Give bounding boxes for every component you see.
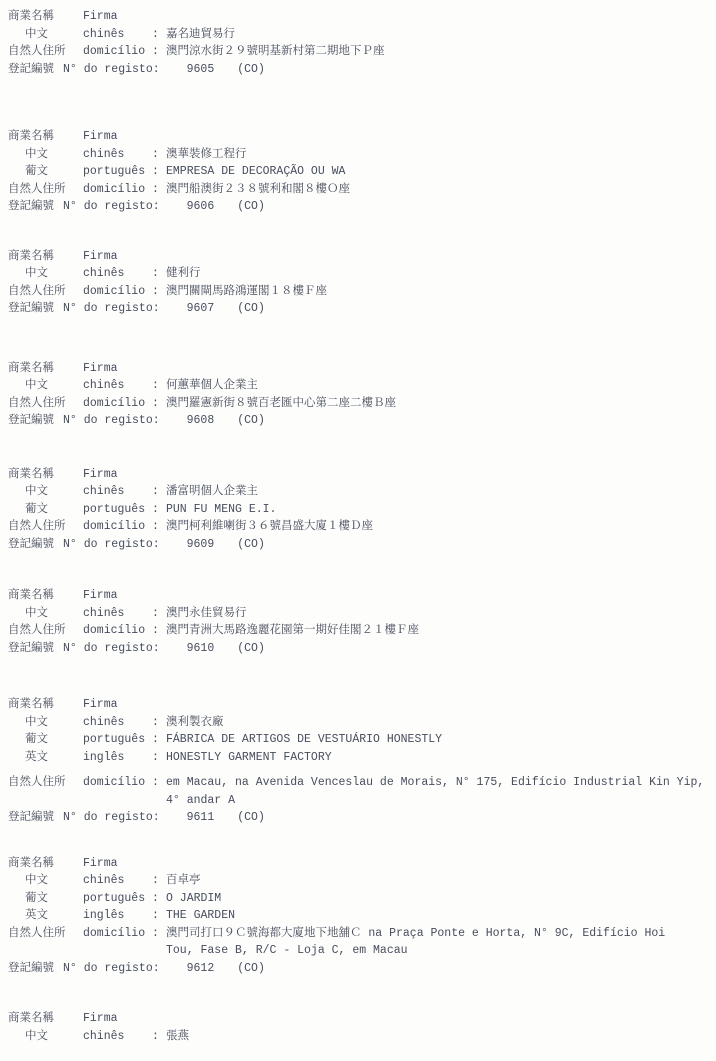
domicile-value: 澳門船澳街２３８號利和閣８樓Ｏ座: [166, 182, 350, 196]
english-label-zh: 英文: [25, 909, 48, 922]
registry-label-zh: 登記編號: [8, 62, 54, 76]
registry-type: (CO): [237, 414, 265, 427]
portuguese-label-zh: 葡文: [25, 502, 48, 516]
chinese-name-value: 嘉名迪貿易行: [166, 27, 235, 41]
english-name-value: THE GARDEN: [166, 909, 236, 922]
chinese-label-pt: chinês: [83, 267, 125, 280]
registry-label-pt: N° do registo:: [63, 62, 160, 76]
colon: :: [152, 165, 159, 178]
registry-entry: [8, 248, 712, 318]
chinese-name-value: 澳利製衣廠: [166, 715, 224, 729]
domicile-label-pt: domicílio: [83, 45, 146, 58]
firm-header-row: [8, 128, 712, 146]
chinese-name-value: 何蕙華個人企業主: [166, 379, 258, 392]
domicile-label-pt: domicílio: [83, 926, 146, 940]
registry-row: [8, 640, 712, 658]
domicile-continuation-row: [8, 942, 712, 960]
registry-entry: [8, 360, 712, 430]
registry-number: 9610: [186, 641, 215, 655]
domicile-label-zh: 自然人住所: [8, 520, 66, 533]
chinese-label-zh: 中文: [25, 147, 48, 161]
portuguese-label-zh: 葡文: [25, 165, 48, 178]
chinese-name-value: 百卓亭: [166, 874, 201, 887]
registry-label-zh: 登記編號: [8, 811, 54, 824]
chinese-label-zh: 中文: [25, 1029, 48, 1043]
registry-label-zh: 登記編號: [8, 961, 54, 975]
colon: :: [152, 485, 159, 498]
firm-label-pt: Firma: [83, 361, 118, 375]
colon: :: [152, 502, 159, 516]
registry-type: (CO): [237, 302, 265, 315]
colon: :: [152, 891, 159, 905]
firm-header-row: [8, 587, 712, 605]
domicile-row: [8, 622, 712, 640]
domicile-row: [8, 774, 712, 792]
colon: :: [152, 284, 159, 298]
domicile-label-zh: 自然人住所: [8, 182, 66, 196]
registry-row: [8, 61, 712, 79]
firm-label-pt: Firma: [83, 589, 118, 602]
firm-header-row: [8, 466, 712, 484]
registry-label-pt: N° do registo:: [63, 537, 160, 551]
registry-row: [8, 198, 712, 216]
english-label-pt: inglês: [83, 909, 125, 922]
domicile-label-pt: domicílio: [83, 776, 146, 789]
registry-number: 9609: [186, 537, 215, 551]
registry-label-zh: 登記編號: [8, 200, 54, 213]
domicile-value: 澳門青洲大馬路逸麗花園第一期好佳閣２１樓Ｆ座: [166, 624, 419, 637]
firm-label-pt: Firma: [83, 856, 118, 870]
english-name-row: [8, 907, 712, 925]
firm-label-zh: 商業名稱: [8, 361, 54, 375]
firm-header-row: [8, 360, 712, 378]
registry-type: (CO): [237, 641, 265, 655]
domicile-label-zh: 自然人住所: [8, 926, 66, 940]
domicile-label-zh: 自然人住所: [8, 624, 66, 637]
domicile-label-pt: domicílio: [83, 182, 146, 196]
domicile-continuation-row: [8, 792, 712, 810]
firm-label-zh: 商業名稱: [8, 589, 54, 602]
firm-label-pt: Firma: [83, 130, 118, 143]
registry-row: [8, 809, 712, 827]
chinese-label-pt: chinês: [83, 379, 125, 392]
registry-label-pt: N° do registo:: [63, 302, 160, 315]
chinese-label-zh: 中文: [25, 267, 48, 280]
firm-header-row: [8, 696, 712, 714]
registry-label-zh: 登記編號: [8, 537, 54, 551]
chinese-name-row: [8, 483, 712, 501]
registry-row: [8, 412, 712, 430]
portuguese-name-value: FÁBRICA DE ARTIGOS DE VESTUÁRIO HONESTLY: [166, 733, 443, 746]
chinese-name-value: 潘富明個人企業主: [166, 485, 258, 498]
domicile-value-line2: Tou, Fase B, R/C - Loja C, em Macau: [166, 944, 408, 957]
registry-type: (CO): [237, 200, 265, 213]
registry-entry: [8, 855, 712, 978]
registry-type: (CO): [237, 62, 265, 76]
firm-label-pt: Firma: [83, 249, 118, 263]
chinese-label-zh: 中文: [25, 874, 48, 887]
registry-type: (CO): [237, 961, 265, 975]
colon: :: [152, 267, 159, 280]
registry-row: [8, 960, 712, 978]
firm-label-pt: Firma: [83, 698, 118, 711]
registry-number: 9607: [186, 302, 215, 315]
chinese-name-value: 張燕: [166, 1029, 189, 1043]
domicile-value: 澳門司打口９Ｃ號海都大廈地下地舖Ｃ na Praça Ponte e Horta, N° 9C, Edifício Hoi: [166, 926, 666, 940]
english-name-value: HONESTLY GARMENT FACTORY: [166, 750, 332, 764]
domicile-label-pt: domicílio: [83, 284, 146, 298]
chinese-label-pt: chinês: [83, 606, 125, 620]
indent-spacer: [8, 942, 166, 960]
chinese-label-zh: 中文: [25, 485, 48, 498]
chinese-name-row: [8, 265, 712, 283]
portuguese-name-value: PUN FU MENG E.I.: [166, 502, 277, 516]
firm-label-pt: Firma: [83, 1012, 118, 1025]
chinese-name-row: [8, 714, 712, 732]
chinese-label-pt: chinês: [83, 874, 125, 887]
colon: :: [152, 624, 159, 637]
chinese-label-pt: chinês: [83, 1029, 125, 1043]
domicile-label-zh: 自然人住所: [8, 396, 66, 410]
firm-label-pt: Firma: [83, 467, 118, 481]
chinese-name-value: 澳門永佳貿易行: [166, 606, 247, 620]
portuguese-label-zh: 葡文: [25, 891, 48, 905]
registry-number: 9608: [186, 414, 215, 427]
firm-label-zh: 商業名稱: [8, 10, 54, 23]
domicile-label-zh: 自然人住所: [8, 284, 66, 298]
portuguese-label-pt: português: [83, 733, 146, 746]
registry-number: 9611: [186, 811, 215, 824]
portuguese-name-row: [8, 163, 712, 181]
portuguese-label-pt: português: [83, 502, 146, 516]
portuguese-name-row: [8, 890, 712, 908]
chinese-name-row: [8, 1028, 712, 1046]
indent-spacer: [8, 792, 166, 810]
domicile-value-line2: 4° andar A: [166, 793, 236, 807]
registry-label-pt: N° do registo:: [63, 961, 160, 975]
firm-label-zh: 商業名稱: [8, 698, 54, 711]
colon: :: [152, 147, 159, 161]
firm-label-zh: 商業名稱: [8, 467, 54, 481]
registry-entry: [8, 696, 712, 827]
firm-header-row: [8, 1010, 712, 1028]
firm-label-zh: 商業名稱: [8, 856, 54, 870]
chinese-name-row: [8, 377, 712, 395]
registry-label-zh: 登記編號: [8, 302, 54, 315]
chinese-name-row: [8, 26, 712, 44]
domicile-label-pt: domicílio: [83, 520, 146, 533]
domicile-value: 澳門關閘馬路鴻運閣１８樓Ｆ座: [166, 284, 327, 298]
registry-label-pt: N° do registo:: [63, 200, 160, 213]
registry-number: 9606: [186, 200, 215, 213]
domicile-row: [8, 395, 712, 413]
registry-row: [8, 300, 712, 318]
registry-type: (CO): [237, 811, 265, 824]
colon: :: [152, 750, 159, 764]
chinese-label-zh: 中文: [25, 379, 48, 392]
chinese-label-zh: 中文: [25, 606, 48, 620]
registry-entry: [8, 466, 712, 554]
registry-label-pt: N° do registo:: [63, 641, 160, 655]
registry-type: (CO): [237, 537, 265, 551]
registry-label-zh: 登記編號: [8, 641, 54, 655]
registry-number: 9612: [186, 961, 215, 975]
chinese-label-zh: 中文: [25, 27, 48, 41]
chinese-name-value: 澳華裝修工程行: [166, 147, 247, 161]
registry-label-pt: N° do registo:: [63, 811, 160, 824]
colon: :: [152, 379, 159, 392]
domicile-row: [8, 283, 712, 301]
portuguese-label-pt: português: [83, 165, 146, 178]
firm-header-row: [8, 248, 712, 266]
colon: :: [152, 926, 159, 940]
registry-entry: [8, 8, 712, 78]
domicile-label-zh: 自然人住所: [8, 776, 66, 789]
registry-label-zh: 登記編號: [8, 414, 54, 427]
domicile-value: em Macau, na Avenida Venceslau de Morais, N° 175, Edifício Industrial Kin Yip,: [166, 776, 705, 789]
domicile-label-zh: 自然人住所: [8, 45, 66, 58]
portuguese-label-zh: 葡文: [25, 733, 48, 746]
chinese-label-pt: chinês: [83, 485, 125, 498]
domicile-row: [8, 43, 712, 61]
chinese-label-pt: chinês: [83, 715, 125, 729]
colon: :: [152, 776, 159, 789]
colon: :: [152, 733, 159, 746]
chinese-label-pt: chinês: [83, 147, 125, 161]
colon: :: [152, 909, 159, 922]
colon: :: [152, 182, 159, 196]
colon: :: [152, 520, 159, 533]
colon: :: [152, 45, 159, 58]
english-label-pt: inglês: [83, 750, 125, 764]
chinese-label-pt: chinês: [83, 27, 125, 41]
domicile-value: 澳門羅憲新街８號百老匯中心第二座二樓Ｂ座: [166, 396, 396, 410]
firm-label-pt: Firma: [83, 10, 118, 23]
portuguese-label-pt: português: [83, 891, 146, 905]
registry-number: 9605: [186, 62, 215, 76]
registry-entry: [8, 1010, 712, 1045]
domicile-value: 澳門柯利維喇街３６號昌盛大廈１樓Ｄ座: [166, 520, 373, 533]
firm-label-zh: 商業名稱: [8, 1012, 54, 1025]
domicile-row: [8, 925, 712, 943]
colon: :: [152, 606, 159, 620]
colon: :: [152, 874, 159, 887]
portuguese-name-row: [8, 501, 712, 519]
chinese-name-row: [8, 605, 712, 623]
firm-label-zh: 商業名稱: [8, 130, 54, 143]
portuguese-name-row: [8, 731, 712, 749]
english-label-zh: 英文: [25, 750, 48, 764]
domicile-label-pt: domicílio: [83, 624, 146, 637]
registry-entry: [8, 587, 712, 657]
firm-header-row: [8, 8, 712, 26]
registry-label-pt: N° do registo:: [63, 414, 160, 427]
domicile-label-pt: domicílio: [83, 396, 146, 410]
portuguese-name-value: EMPRESA DE DECORAÇÃO OU WA: [166, 165, 346, 178]
colon: :: [152, 27, 159, 41]
chinese-name-row: [8, 872, 712, 890]
domicile-value: 澳門涼水街２９號明基新村第二期地下Ｐ座: [166, 45, 385, 58]
firm-header-row: [8, 855, 712, 873]
colon: :: [152, 1029, 159, 1043]
chinese-name-row: [8, 146, 712, 164]
chinese-name-value: 健利行: [166, 267, 201, 280]
domicile-row: [8, 181, 712, 199]
colon: :: [152, 715, 159, 729]
english-name-row: [8, 749, 712, 767]
registry-row: [8, 536, 712, 554]
firm-label-zh: 商業名稱: [8, 249, 54, 263]
domicile-row: [8, 518, 712, 536]
chinese-label-zh: 中文: [25, 715, 48, 729]
portuguese-name-value: O JARDIM: [166, 891, 222, 905]
colon: :: [152, 396, 159, 410]
registry-entry: [8, 128, 712, 216]
